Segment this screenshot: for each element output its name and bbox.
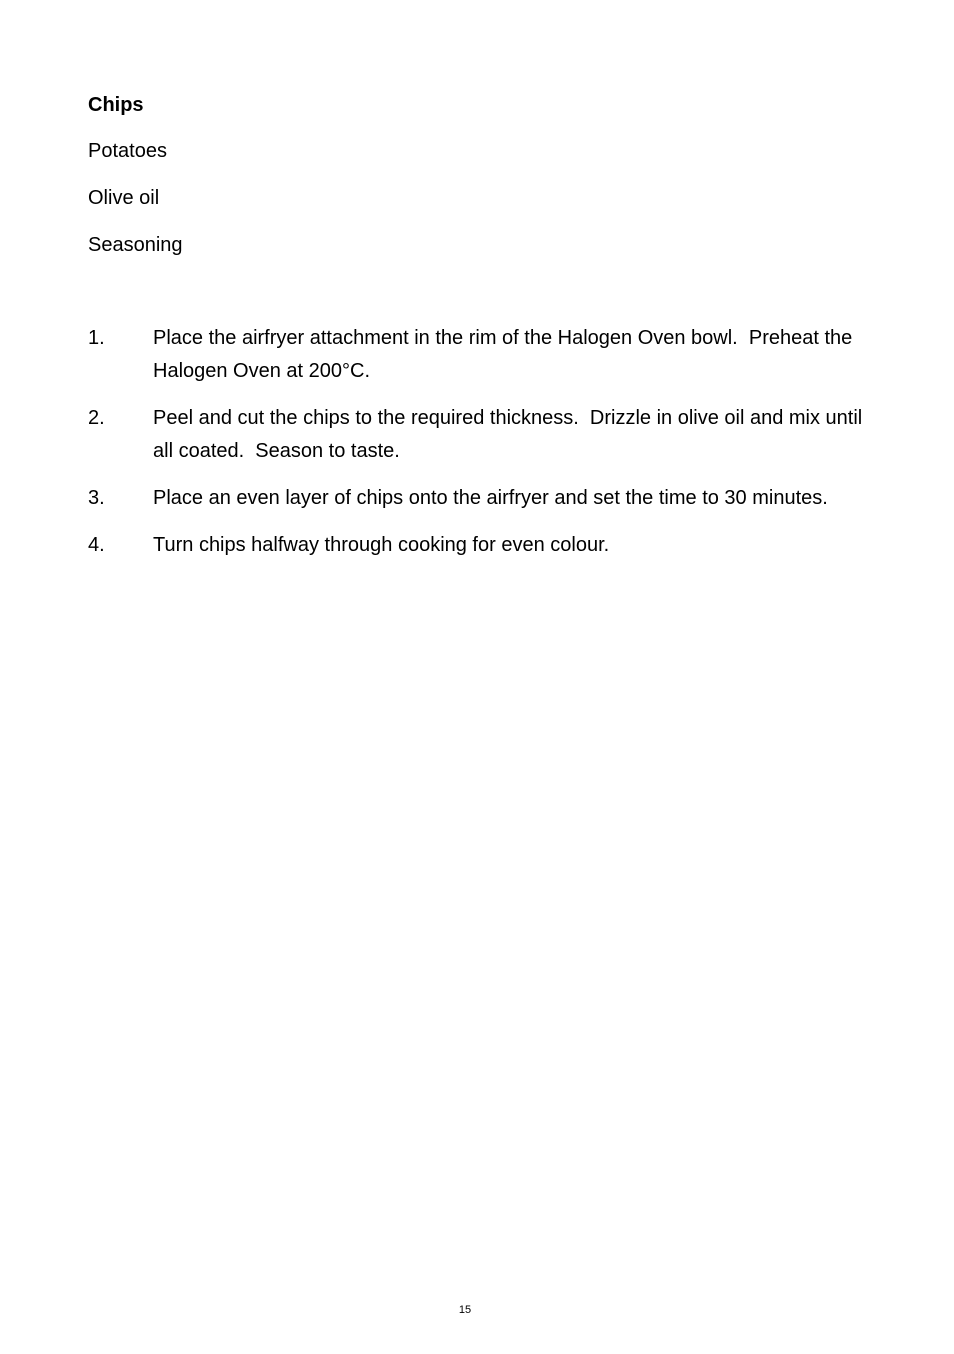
ingredient-item: Seasoning (88, 234, 183, 256)
method-step (88, 402, 878, 468)
step-number: 3. (88, 487, 105, 509)
step-number: 4. (88, 534, 105, 556)
step-text: Place the airfryer attachment in the rim of the Halogen Oven bowl. Preheat the Halogen Oven at 200°C. (153, 327, 858, 382)
step-text: Peel and cut the chips to the required thickness. Drizzle in olive oil and mix until all coated. Season to taste. (153, 407, 868, 462)
recipe-title: Chips (88, 94, 144, 116)
step-number: 2. (88, 407, 105, 429)
method-step (88, 529, 878, 562)
step-text: Place an even layer of chips onto the airfryer and set the time to 30 minutes. (153, 487, 828, 509)
method-steps (88, 322, 878, 576)
method-step (88, 482, 878, 515)
step-number: 1. (88, 327, 105, 349)
step-text: Turn chips halfway through cooking for even colour. (153, 534, 610, 556)
ingredient-item: Potatoes (88, 140, 167, 162)
ingredient-item: Olive oil (88, 187, 160, 209)
page-number: 15 (458, 1304, 472, 1316)
method-step (88, 322, 878, 388)
